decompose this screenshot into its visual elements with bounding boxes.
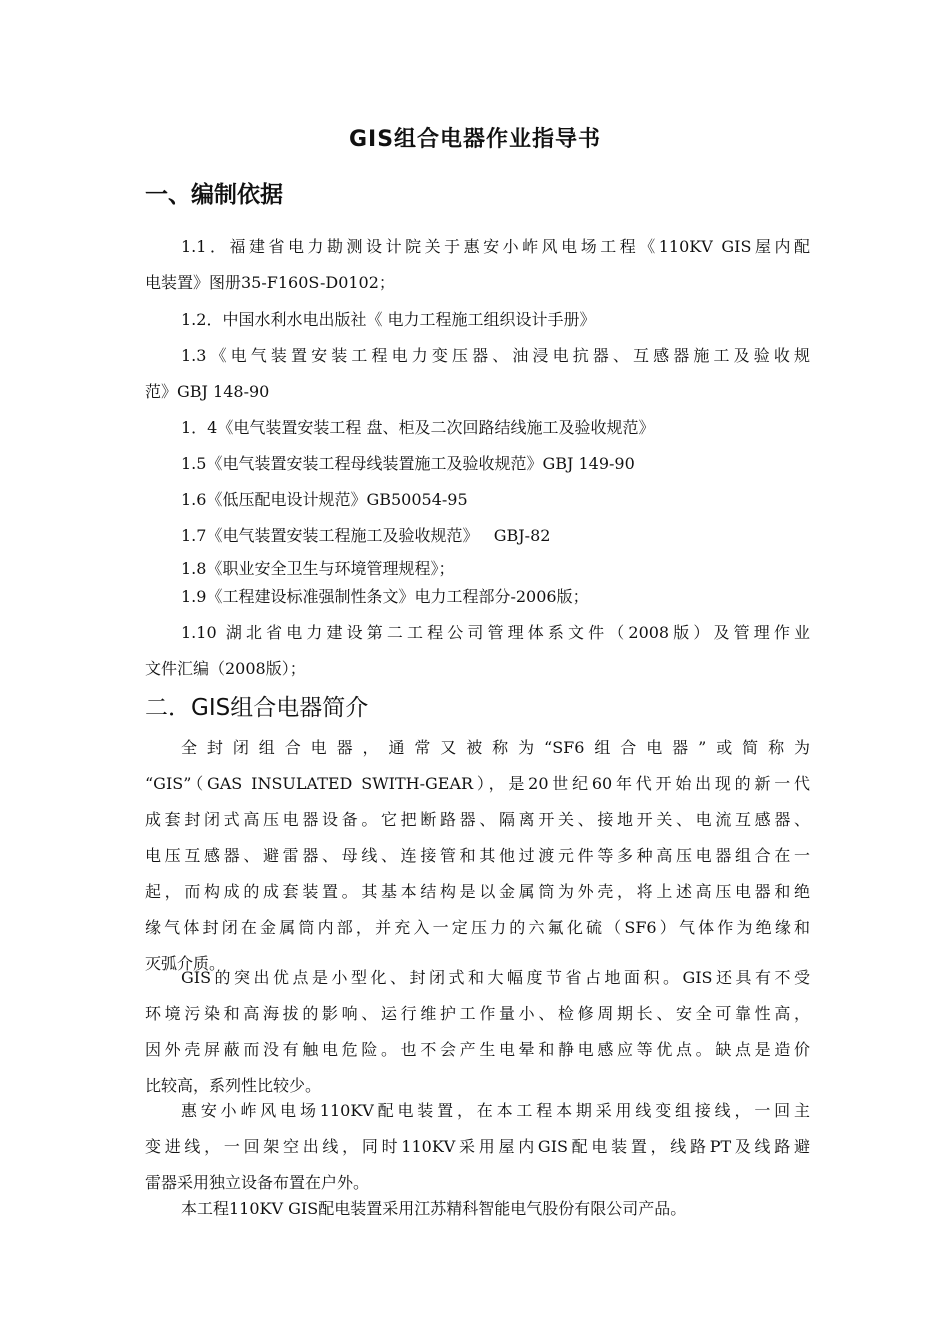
basis-item-3	[145, 338, 810, 410]
intro-paragraph-2	[145, 960, 810, 1104]
basis-item-line: 1.8《职业安全卫生与环境管理规程》；	[181, 559, 455, 578]
paragraph-line: 灭弧介质。	[145, 954, 226, 973]
basis-item-line: 1.6《低压配电设计规范》GB50054-95	[181, 490, 468, 509]
basis-item-line: 1.10 湖北省电力建设第二工程公司管理体系文件（2008版）及管理作业	[181, 623, 810, 642]
paragraph-line: 因外壳屏蔽而没有触电危险。也不会产生电晕和静电感应等优点。缺点是造价	[145, 1040, 810, 1059]
basis-item-line: 1.9《工程建设标准强制性条文》电力工程部分-2006版；	[181, 587, 589, 606]
paragraph-line: 比较高，系列性比较少。	[145, 1076, 322, 1095]
section-heading-intro: 二．GIS组合电器简介	[145, 695, 369, 721]
basis-item-line: 1.2．中国水利水电出版社《 电力工程施工组织设计手册》	[181, 310, 596, 329]
basis-item-4	[145, 410, 810, 446]
intro-paragraph-4	[145, 1191, 810, 1227]
basis-item-line: 1.5《电气装置安装工程母线装置施工及验收规范》GBJ 149-90	[181, 454, 635, 473]
document-title: GIS组合电器作业指导书	[348, 127, 602, 152]
basis-item-line: 1.7《电气装置安装工程施工及验收规范》 GBJ-82	[181, 526, 551, 545]
basis-item-line: 1.3《电气装置安装工程电力变压器、油浸电抗器、互感器施工及验收规	[181, 346, 810, 365]
paragraph-line: 雷器采用独立设备布置在户外。	[145, 1173, 370, 1192]
basis-item-line: 范》GBJ 148-90	[145, 382, 270, 401]
section-heading-basis: 一、编制依据	[145, 182, 283, 208]
basis-item-7	[145, 518, 810, 554]
paragraph-line: 缘气体封闭在金属筒内部，并充入一定压力的六氟化硫（SF6）气体作为绝缘和	[145, 918, 810, 937]
paragraph-line: 惠安小岞风电场110KV配电装置，在本工程本期采用线变组接线，一回主	[181, 1101, 810, 1120]
basis-item-line: 1.1．福建省电力勘测设计院关于惠安小岞风电场工程《110KV GIS屋内配	[181, 237, 810, 256]
paragraph-line: “GIS”（GAS INSULATED SWITH-GEAR），是20世纪60年代开始出现的新一代	[145, 774, 810, 793]
paragraph-line: GIS的突出优点是小型化、封闭式和大幅度节省占地面积。GIS还具有不受	[181, 968, 810, 987]
paragraph-line: 起，而构成的成套装置。其基本结构是以金属筒为外壳，将上述高压电器和绝	[145, 882, 810, 901]
paragraph-line: 电压互感器、避雷器、母线、连接管和其他过渡元件等多种高压电器组合在一	[145, 846, 810, 865]
basis-item-line: 1．4《电气装置安装工程 盘、柜及二次回路结线施工及验收规范》	[181, 418, 655, 437]
basis-item-9	[145, 582, 810, 612]
paragraph-line: 环境污染和高海拔的影响、运行维护工作量小、检修周期长、安全可靠性高，	[145, 1004, 810, 1023]
basis-item-6	[145, 482, 810, 518]
paragraph-line: 成套封闭式高压电器设备。它把断路器、隔离开关、接地开关、电流互感器、	[145, 810, 810, 829]
paragraph-line: 变进线，一回架空出线，同时110KV采用屋内GIS配电装置，线路PT及线路避	[145, 1137, 810, 1156]
basis-item-10	[145, 615, 810, 687]
basis-item-line: 电装置》图册35-F160S-D0102；	[145, 273, 395, 292]
intro-paragraph-3	[145, 1093, 810, 1201]
basis-item-5	[145, 446, 810, 482]
basis-item-line: 文件汇编（2008版）；	[145, 659, 306, 678]
paragraph-line: 本工程110KV GIS配电装置采用江苏精科智能电气股份有限公司产品。	[181, 1199, 687, 1218]
paragraph-line: 全封闭组合电器，通常又被称为“SF6组合电器”或简称为	[181, 738, 810, 757]
intro-paragraph-1	[145, 730, 810, 982]
basis-item-1	[145, 229, 810, 301]
basis-item-2	[145, 302, 810, 338]
basis-item-8	[145, 554, 810, 584]
